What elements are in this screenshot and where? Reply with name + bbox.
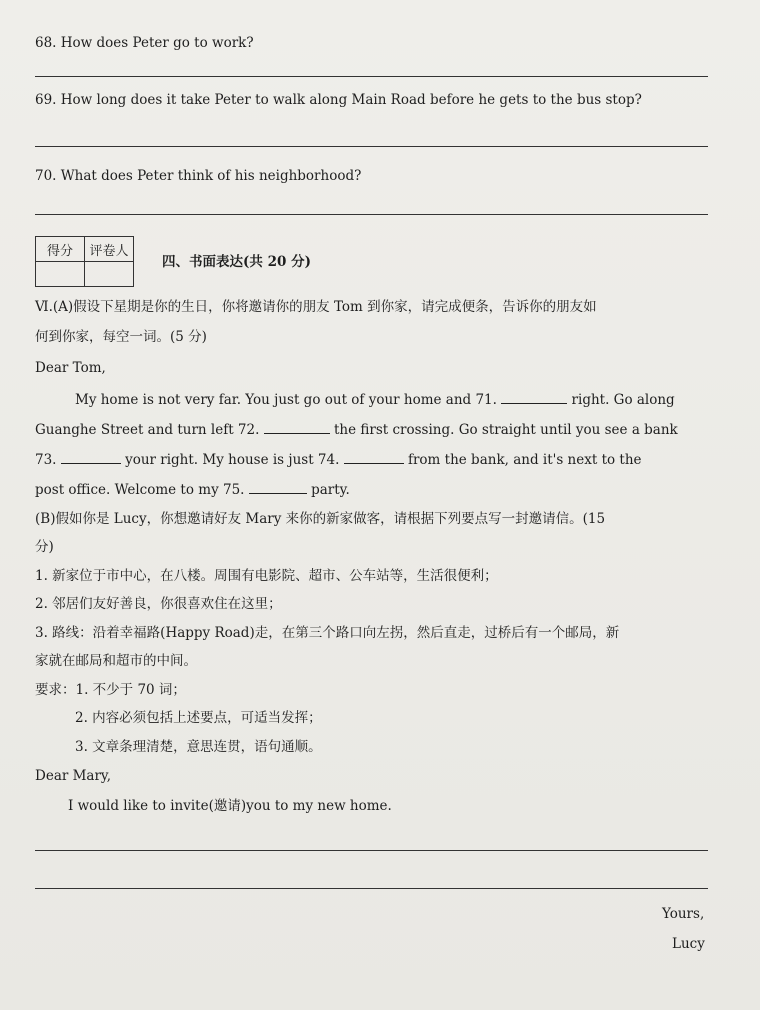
greeting-mary: Dear Mary, — [35, 768, 112, 784]
point-3-line-1: 3. 路线：沿着幸福路(Happy Road)走，在第三个路口向左拐，然后直走，过桥后有一个邮局，新 — [35, 625, 620, 641]
note-line-4-text-a: post office. Welcome to my 75. — [35, 482, 245, 498]
answer-line-70 — [35, 214, 708, 215]
grader-header: 评卷人 — [85, 237, 134, 262]
letter-closing: Yours, — [662, 906, 705, 922]
requirement-2: 2. 内容必须包括上述要点，可适当发挥； — [75, 710, 322, 726]
answer-line-69 — [35, 146, 708, 147]
point-3-line-2: 家就在邮局和超市的中间。 — [35, 653, 197, 669]
blank-74[interactable] — [344, 449, 404, 464]
greeting-tom: Dear Tom, — [35, 360, 106, 376]
grader-cell — [85, 262, 134, 287]
question-68: 68. How does Peter go to work? — [35, 35, 254, 51]
note-line-4-text-b: party. — [311, 482, 350, 498]
point-2: 2. 邻居们友好善良，你很喜欢住在这里； — [35, 596, 282, 612]
note-line-1 — [75, 389, 675, 409]
writing-line-1 — [35, 850, 708, 851]
note-line-1-text-b: right. Go along — [571, 392, 675, 408]
writing-line-2 — [35, 888, 708, 889]
note-line-4 — [35, 479, 350, 499]
note-line-3-text-b: your right. My house is just 74. — [125, 452, 340, 468]
section-title: 四、书面表达(共 20 分) — [162, 254, 311, 270]
blank-72[interactable] — [264, 419, 330, 434]
requirement-3: 3. 文章条理清楚，意思连贯，语句通顺。 — [75, 739, 322, 755]
question-69: 69. How long does it take Peter to walk along Main Road before he gets to the bus stop? — [35, 92, 642, 108]
note-line-2-text-a: Guanghe Street and turn left 72. — [35, 422, 260, 438]
score-table — [35, 236, 134, 287]
part-b-instruction-1: (B)假如你是 Lucy，你想邀请好友 Mary 来你的新家做客，请根据下列要点写一封邀请信。(15 — [35, 511, 606, 527]
requirement-1: 要求：1. 不少于 70 词； — [35, 682, 186, 698]
part-b-instruction-2: 分) — [35, 539, 54, 555]
note-line-1-text-a: My home is not very far. You just go out of your home and 71. — [75, 392, 497, 408]
letter-opening: I would like to invite(邀请)you to my new home. — [68, 798, 392, 814]
question-70: 70. What does Peter think of his neighborhood? — [35, 168, 362, 184]
letter-signature: Lucy — [672, 936, 705, 952]
note-line-2-text-b: the first crossing. Go straight until you see a bank — [333, 422, 678, 438]
note-line-3 — [35, 449, 642, 469]
note-line-3-text-a: 73. — [35, 452, 57, 468]
part-a-instruction-2: 何到你家，每空一词。(5 分) — [35, 329, 207, 345]
score-cell — [36, 262, 85, 287]
answer-line-68 — [35, 76, 708, 77]
note-line-2 — [35, 419, 678, 439]
blank-71[interactable] — [501, 389, 567, 404]
part-a-instruction-1: Ⅵ.(A)假设下星期是你的生日，你将邀请你的朋友 Tom 到你家，请完成便条，告诉你的朋友如 — [35, 299, 597, 315]
note-line-3-text-c: from the bank, and it's next to the — [407, 452, 642, 468]
point-1: 1. 新家位于市中心，在八楼。周围有电影院、超市、公车站等，生活很便利； — [35, 568, 498, 584]
blank-73[interactable] — [61, 449, 121, 464]
blank-75[interactable] — [249, 479, 307, 494]
score-header: 得分 — [36, 237, 85, 262]
